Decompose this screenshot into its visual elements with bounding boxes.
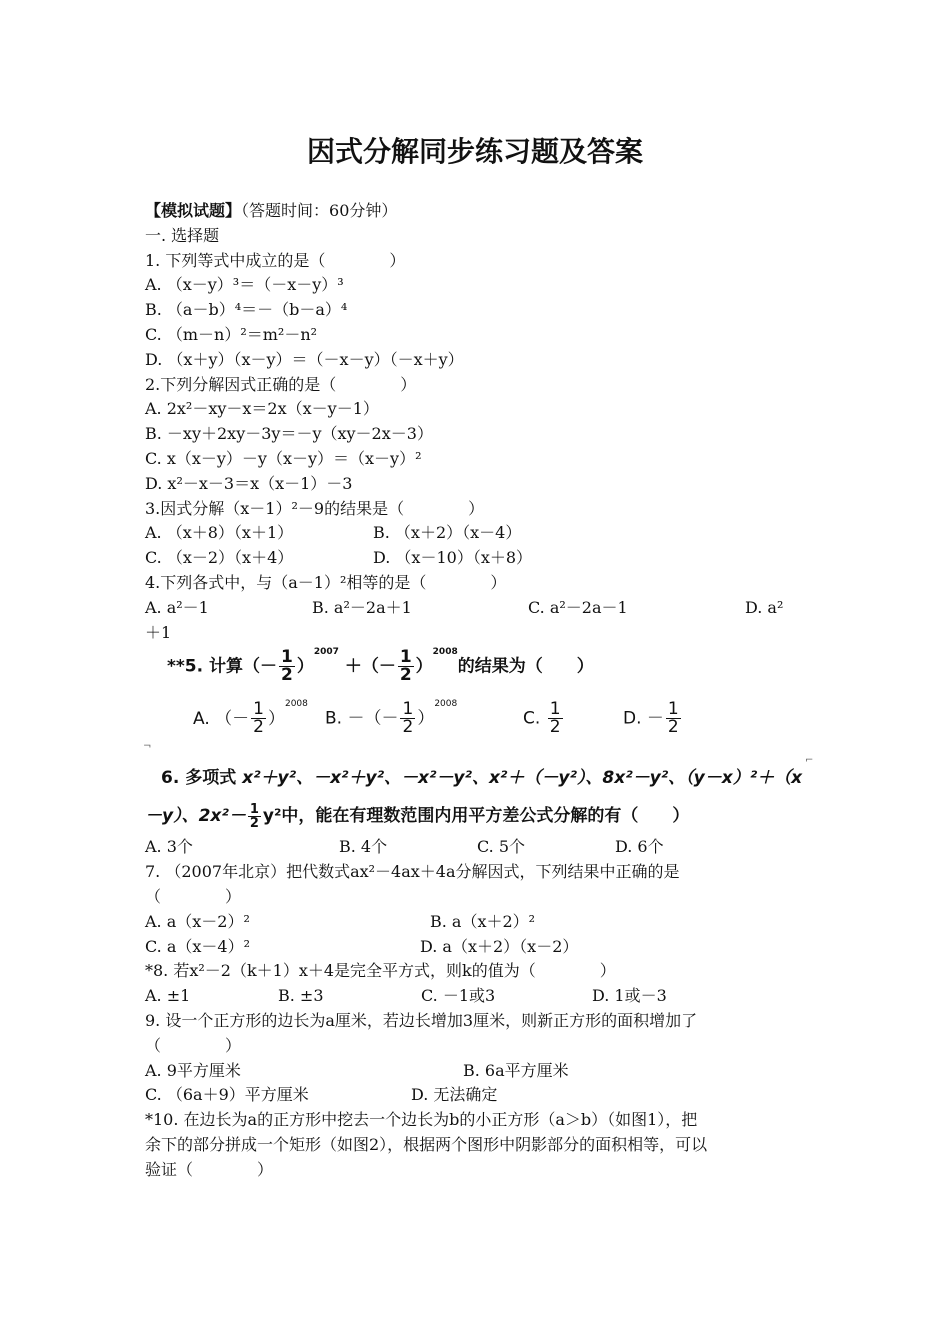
page-title: 因式分解同步练习题及答案 xyxy=(306,135,643,168)
q7-option-a: A. a（x－2）² xyxy=(145,911,250,931)
corner-mark: ¬ xyxy=(143,741,152,753)
q5-option-d: D. － $\frac{1}{2}$ xyxy=(623,699,679,738)
q2-option-b: B. －xy＋2xy－3y＝－y（xy－2x－3） xyxy=(145,424,433,444)
q7-options-row2 xyxy=(145,935,810,960)
q10-line2: 余下的部分拼成一个矩形（如图2），根据两个图形中阴影部分的面积相等，可以 xyxy=(145,1134,708,1154)
q3-option-d: D. （x－10）（x＋8） xyxy=(373,548,533,568)
q8-option-a: A. ±1 xyxy=(145,986,191,1006)
q3-stem: 3.因式分解（x－1）²－9的结果是（ ） xyxy=(145,498,485,518)
q3-options-row2 xyxy=(145,546,810,571)
q6-option-a: A. 3个 xyxy=(145,837,193,857)
q1-option-b: B. （a－b）⁴＝－（b－a）⁴ xyxy=(145,300,348,320)
q7-options-row1 xyxy=(145,910,810,935)
q4-option-d: D. a² xyxy=(745,597,784,617)
q4-stem: 4.下列各式中，与（a－1）²相等的是（ ） xyxy=(145,572,507,592)
q4-options xyxy=(145,596,810,621)
q6-line2: －y）、2x²－ $\frac{1}{2}$ y²中，能在有理数范围内用平方差公式分解的有（ ） xyxy=(145,801,690,831)
q6-option-d: D. 6个 xyxy=(615,837,664,857)
q5-options xyxy=(193,701,793,736)
q9-stem-continued: （ ） xyxy=(145,1035,242,1055)
q1-stem: 1. 下列等式中成立的是（ ） xyxy=(145,250,406,270)
q1-option-c: C. （m－n）²＝m²－n² xyxy=(145,324,318,344)
q7-option-c: C. a（x－4）² xyxy=(145,936,251,956)
q2-stem: 2.下列分解因式正确的是（ ） xyxy=(145,374,417,394)
q6-options xyxy=(145,835,810,860)
q4-option-c: C. a²－2a－1 xyxy=(528,597,628,617)
header-line xyxy=(145,199,810,224)
q5-option-a: A. （－ $\frac{1}{2}$ ）$^{2008}$ xyxy=(193,699,308,738)
q3-option-c: C. （x－2）（x＋4） xyxy=(145,548,294,568)
q7-option-d: D. a（x＋2）（x－2） xyxy=(420,936,579,956)
q4-option-b: B. a²－2a＋1 xyxy=(312,597,412,617)
section-heading: 一. 选择题 xyxy=(145,225,220,245)
q9-stem: 9. 设一个正方形的边长为a厘米，若边长增加3厘米，则新正方形的面积增加了 xyxy=(145,1010,698,1030)
q8-option-b: B. ±3 xyxy=(278,986,324,1006)
q2-option-c: C. x（x－y）－y（x－y）＝（x－y）² xyxy=(145,448,422,468)
question-content xyxy=(143,199,814,1183)
q3-options-row1 xyxy=(145,521,810,546)
q4-option-d-continued: ＋1 xyxy=(145,622,172,642)
q6-line1: 6. 多项式 x²＋y²、－x²＋y²、－x²－y²、x²＋（－y²）、8x²－y²、（y－x）²＋（x xyxy=(161,768,803,789)
q10-line1: *10. 在边长为a的正方形中挖去一个边长为b的小正方形（a＞b）（如图1），把 xyxy=(145,1110,698,1130)
q9-options-row2 xyxy=(145,1083,810,1108)
exam-time: （答题时间：60分钟） xyxy=(241,201,398,220)
q7-stem: 7. （2007年北京）把代数式ax²－4ax＋4a分解因式，下列结果中正确的是 xyxy=(145,862,680,882)
exam-label: 【模拟试题】 xyxy=(145,201,242,220)
q5-block xyxy=(145,645,810,755)
q9-option-a: A. 9平方厘米 xyxy=(145,1060,241,1080)
fraction: $\frac{1}{2}$ xyxy=(281,647,293,686)
q8-option-d: D. 1或－3 xyxy=(592,986,667,1006)
q5-stem: **5. 计算（－ $\frac{1}{2}$ ）$^{2007}$ ＋（－ $\frac{1}{2}$ ）$^{2008}$的结果为（ ） xyxy=(167,647,594,686)
q6-block xyxy=(145,755,814,835)
q4-option-a: A. a²－1 xyxy=(145,597,209,617)
q10-line3: 验证（ ） xyxy=(145,1159,274,1179)
fraction: $\frac{1}{2}$ xyxy=(399,647,412,686)
q9-option-b: B. 6a平方厘米 xyxy=(463,1060,569,1080)
q6-option-b: B. 4个 xyxy=(339,837,388,857)
q2-option-a: A. 2x²－xy－x＝2x（x－y－1） xyxy=(145,399,379,419)
q1-option-a: A. （x－y）³＝（－x－y）³ xyxy=(145,275,344,295)
corner-mark: ⌐ xyxy=(805,755,814,767)
q3-option-b: B. （x＋2）（x－4） xyxy=(373,523,522,543)
q5-option-c: C. $\frac{1}{2}$ xyxy=(523,699,561,738)
q9-option-d: D. 无法确定 xyxy=(411,1085,498,1105)
q9-options-row1 xyxy=(145,1059,810,1084)
fraction: $\frac{1}{2}$ xyxy=(249,801,259,831)
q8-stem: *8. 若x²－2（k＋1）x＋4是完全平方式，则k的值为（ ） xyxy=(145,961,616,981)
q9-option-c: C. （6a＋9）平方厘米 xyxy=(145,1085,309,1105)
q7-stem-continued: （ ） xyxy=(145,886,242,906)
q8-option-c: C. －1或3 xyxy=(421,986,496,1006)
q2-option-d: D. x²－x－3＝x（x－1）－3 xyxy=(145,473,353,493)
q3-option-a: A. （x＋8）（x＋1） xyxy=(145,523,294,543)
q7-option-b: B. a（x＋2）² xyxy=(430,911,536,931)
q5-option-b: B. －（－ $\frac{1}{2}$ ）$^{2008}$ xyxy=(325,699,458,738)
q6-option-c: C. 5个 xyxy=(477,837,526,857)
q8-options xyxy=(145,984,810,1009)
q1-option-d: D. （x＋y）（x－y）＝（－x－y）（－x＋y） xyxy=(145,349,464,369)
